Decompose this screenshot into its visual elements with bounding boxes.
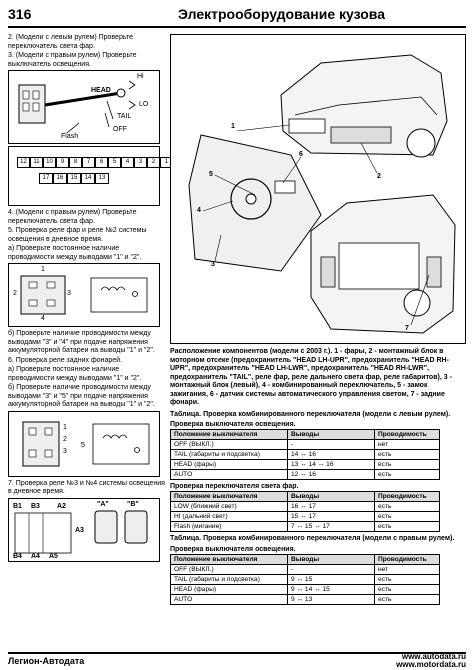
pin: 13 [95,173,109,184]
column-header: Выводы [288,554,375,564]
table-row [171,450,440,460]
relay-1-pin-4: 4 [41,315,45,322]
table-cell: есть [375,512,440,522]
switch-label-head: HEAD [91,87,111,94]
step-5-text: 5. Проверка реле фар и реле №2 системы освещения в дневное время. [8,227,147,243]
relay-1-pin-3: 3 [67,290,71,297]
column-header: Проводимость [375,554,440,564]
relay-2-diagram [8,411,160,477]
table-cell: 9 ↔ 15 [288,574,375,584]
table-cell: 12 ↔ 16 [288,470,375,480]
step-4-text: 4. (Модели с правым рулем) Проверьте переключатель света фар. [8,209,137,225]
table-cell: есть [375,522,440,532]
table-cell: нет [375,440,440,450]
table-row [171,594,440,604]
switch-diagram [8,70,160,144]
connector-top-row [17,157,173,168]
table-row [171,564,440,574]
table-cell: AUTO [171,470,288,480]
table-cell: AUTO [171,594,288,604]
relay-2-pin-2: 2 [63,435,67,443]
table-cell: есть [375,450,440,460]
pin: 8 [69,157,82,168]
switch-label-flash: Flash [61,133,79,140]
publisher-name: Легион-Автодата [8,656,85,666]
pin: 2 [147,157,160,168]
pin: 7 [82,157,95,168]
column-header: Положение выключателя [171,492,288,502]
column-header: Положение выключателя [171,554,288,564]
component-location-figure [170,34,466,344]
column-header: Проводимость [375,492,440,502]
table-row [171,512,440,522]
table-cell: LOW (ближний свет) [171,502,288,512]
pin: 5 [108,157,121,168]
left-column [8,34,169,634]
relay-1-pin-1: 1 [41,266,45,273]
column-header: Выводы [288,430,375,440]
footer-links [396,653,466,669]
step-6b-text: б) Проверьте наличие проводимости между выводами "3" и "5" при подаче напряжения аккумуляторной батареи на выводы "1" и "2". [8,384,155,408]
table-2-subtitle: Проверка переключателя света фар. [170,483,299,490]
relay-2-pin-5: 5 [81,441,85,449]
table-row [171,574,440,584]
pin: 15 [67,173,81,184]
table-cell: TAIL (габариты и подсветка) [171,574,288,584]
table-3-caption: Таблица. Проверка комбинированного переключателя (модели с правым рулем). [170,535,455,542]
relay-3-label-b3: B3 [31,502,40,510]
table-1-caption: Таблица. Проверка комбинированного переключателя (модели с левым рулем). [170,410,451,418]
table-cell: нет [375,564,440,574]
table-3-subtitle: Проверка выключателя освещения. [170,545,296,553]
callout-6: 6 [299,151,303,158]
table-cell: 15 ↔ 17 [288,512,375,522]
relay-3-label-b4: B4 [13,552,22,560]
table-cell: есть [375,594,440,604]
table-cell: - [288,564,375,574]
connector-bottom-row [39,173,109,184]
table-row [171,460,440,470]
table-row [171,440,440,450]
switch-drawing [9,71,159,143]
table-cell: 16 ↔ 17 [288,502,375,512]
vehicle-illustration [171,35,465,343]
pin: 11 [30,157,43,168]
step-5a-text: а) Проверьте постоянное наличие проводимости между выводами "1" и "2". [8,245,142,261]
switch-label-off: OFF [113,126,127,133]
callout-2: 2 [377,173,381,180]
callout-1: 1 [231,123,235,130]
table-cell: TAIL (габариты и подсветка) [171,450,288,460]
right-column [170,34,466,605]
step-6a-text: а) Проверьте постоянное наличие проводимости между выводами "1" и "2". [8,366,142,382]
table-cell: есть [375,574,440,584]
table-row [171,522,440,532]
table-cell: есть [375,584,440,594]
switch-label-lo: LO [139,101,149,108]
relay-1-pin-2: 2 [13,290,17,297]
relay-2-pin-1: 1 [63,423,67,431]
page-header [8,6,466,28]
pin: 14 [81,173,95,184]
table-3 [170,554,440,605]
table-cell: 13 ↔ 14 ↔ 16 [288,460,375,470]
table-cell: OFF (ВЫКЛ.) [171,564,288,574]
pin: 6 [95,157,108,168]
table-row [171,584,440,594]
table-cell: OFF (ВЫКЛ.) [171,440,288,450]
pin: 4 [121,157,134,168]
relay-2-pin-3: 3 [63,447,67,455]
table-cell: - [288,440,375,450]
step-2-text: 2. (Модели с левым рулем) Проверьте переключатель света фар. [8,34,133,50]
table-header-row [171,492,440,502]
table-row [171,502,440,512]
relay-3-label-a3: A3 [75,526,84,534]
table-cell: есть [375,502,440,512]
pin: 3 [134,157,147,168]
table-1-subtitle: Проверка выключателя освещения. [170,421,296,428]
table-cell: HEAD (фары) [171,584,288,594]
callout-7: 7 [405,325,409,332]
figure-caption: Расположение компонентов (модели с 2003 г.). 1 - фары, 2 - монтажный блок в моторном отсеке (предохранитель "HEAD LH-UPR", предохранитель "HEAD RH-UPR", предохранитель "HEAD LH-LWR", предохранитель "HEAD RH-LWR", предохранитель "TAIL", реле фар, реле дальнего света фар, реле габаритов), 3 - монтажный блок (левый), 4 - комбинированный переключатель, 5 - замок зажигания, 6 - датчик системы автоматического управления светом, 7 - задние фонари. [170,348,452,406]
table-header-row [171,554,440,564]
page-number: 316 [8,6,32,22]
page-title: Электрооборудование кузова [178,6,385,22]
relay-3-label-a2: A2 [57,502,66,510]
relay-3-label-a5: A5 [49,552,58,560]
step-6-text: 6. Проверка реле задних фонарей. [8,356,123,364]
pin: 10 [43,157,56,168]
table-header-row [171,430,440,440]
callout-3: 3 [211,261,215,268]
table-cell: есть [375,470,440,480]
column-header: Положение выключателя [171,430,288,440]
column-header: Проводимость [375,430,440,440]
pin: 17 [39,173,53,184]
relay-3-diagram [8,498,160,562]
switch-label-tail: TAIL [117,113,132,120]
table-row [171,470,440,480]
pin: 9 [56,157,69,168]
footer-url-motordata: www.motordata.ru [396,660,466,669]
table-cell: Flash (мигание) [171,522,288,532]
relay-1-drawing [9,264,159,326]
pin: 12 [17,157,30,168]
pin: 1 [160,157,173,168]
table-cell: 9 ↔ 14 ↔ 15 [288,584,375,594]
step-7-text: 7. Проверка реле №3 и №4 системы освещения в дневное время. [8,479,165,495]
relay-3-label-b: "B" [127,500,139,508]
table-cell: 14 ↔ 16 [288,450,375,460]
table-cell: HEAD (фары) [171,460,288,470]
relay-3-label-a: "A" [97,500,109,508]
relay-1-diagram [8,263,160,327]
callout-4: 4 [197,207,201,214]
pin: 16 [53,173,67,184]
relay-3-label-b1: B1 [13,502,22,510]
step-3-text: 3. (Модели с правым рулем) Проверьте выключатель освещения. [8,52,137,68]
table-1 [170,429,440,480]
callout-5: 5 [209,171,213,178]
column-header: Выводы [288,492,375,502]
footer-url-autodata: www.autodata.ru [401,652,466,661]
connector-diagram [8,146,169,206]
switch-label-hi: Hi [137,73,144,80]
table-cell: HI (дальний свет) [171,512,288,522]
table-cell: 7 ↔ 15 ↔ 17 [288,522,375,532]
relay-3-label-a4: A4 [31,552,40,560]
table-2 [170,491,440,532]
step-5b-text: б) Проверьте наличие проводимости между выводами "3" и "4" при подаче напряжения аккумуляторной батареи на выводы "1" и "2". [8,330,155,354]
page-footer [8,652,466,668]
table-cell: есть [375,460,440,470]
table-cell: 9 ↔ 13 [288,594,375,604]
